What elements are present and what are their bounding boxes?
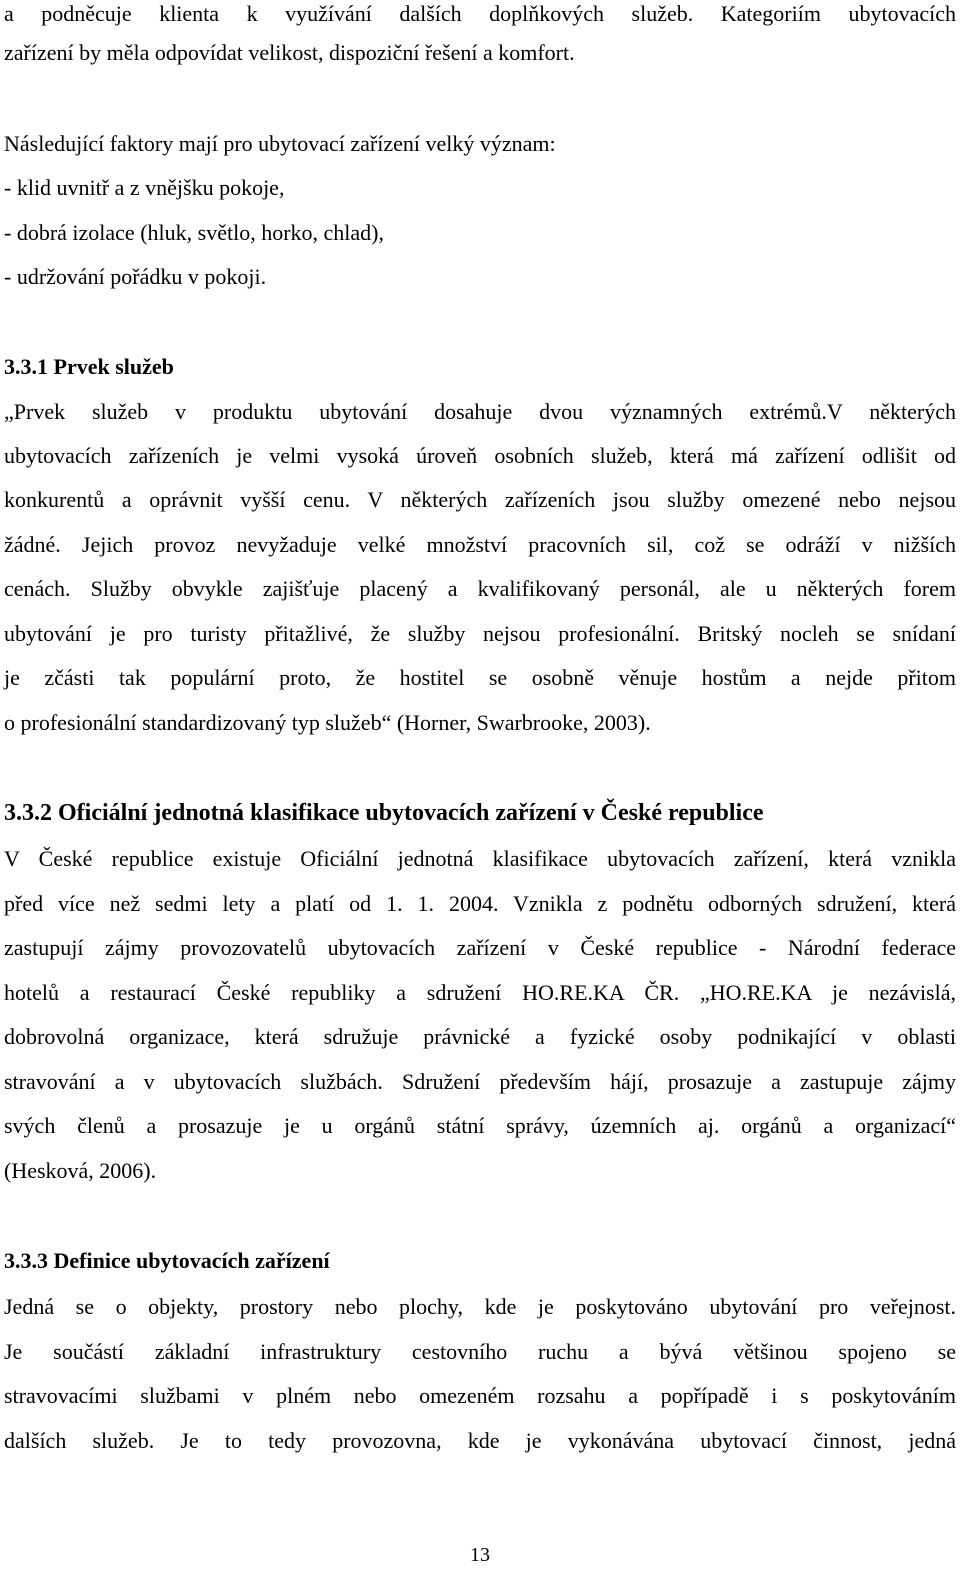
text-line: V České republice existuje Oficiální jednotná klasifikace ubytovacích zařízení, která vznikla [4, 846, 956, 871]
section-heading-3-3-3: 3.3.3 Definice ubytovacích zařízení [4, 1248, 330, 1273]
text-line: Následující faktory mají pro ubytovací zařízení velký význam: [4, 131, 556, 156]
text-line: zastupují zájmy provozovatelů ubytovacích zařízení v České republice - Národní federace [4, 935, 956, 960]
list-item: - klid uvnitř a z vnějšku pokoje, [4, 175, 285, 200]
text-line: Jedná se o objekty, prostory nebo plochy, kde je poskytováno ubytování pro veřejnost. [4, 1294, 956, 1319]
text-line: dalších služeb. Je to tedy provozovna, kde je vykonávána ubytovací činnost, jedná [4, 1428, 956, 1453]
text-line: ubytování je pro turisty přitažlivé, že služby nejsou profesionální. Britský nocleh se snídaní [4, 621, 956, 646]
text-line: dobrovolná organizace, která sdružuje právnické a fyzické osoby podnikající v oblasti [4, 1024, 956, 1049]
text-line: Je součástí základní infrastruktury cestovního ruchu a bývá většinou spojeno se [4, 1339, 956, 1364]
list-item: - dobrá izolace (hluk, světlo, horko, chlad), [4, 220, 384, 245]
text-line: ubytovacích zařízeních je velmi vysoká úroveň osobních služeb, která má zařízení odlišit od [4, 443, 956, 468]
text-line: „Prvek služeb v produktu ubytování dosahuje dvou významných extrémů.V některých [4, 399, 956, 424]
section-heading-3-3-1: 3.3.1 Prvek služeb [4, 354, 174, 379]
text-line: cenách. Služby obvykle zajišťuje placený a kvalifikovaný personál, ale u některých forem [4, 576, 956, 601]
text-line: je zčásti tak populární proto, že hostitel se osobně věnuje hostům a nejde přitom [4, 665, 956, 690]
text-line: svých členů a prosazuje je u orgánů státní správy, územních aj. orgánů a organizací“ [4, 1113, 956, 1138]
text-line: před více než sedmi lety a platí od 1. 1. 2004. Vznikla z podnětu odborných sdružení, která [4, 891, 956, 916]
text-line: a podněcuje klienta k využívání dalších doplňkových služeb. Kategoriím ubytovacích [4, 1, 956, 26]
text-line: o profesionální standardizovaný typ služeb“ (Horner, Swarbrooke, 2003). [4, 710, 651, 735]
text-line: zařízení by měla odpovídat velikost, dispoziční řešení a komfort. [4, 40, 575, 65]
text-line: konkurentů a oprávnit vyšší cenu. V některých zařízeních jsou služby omezené nebo nejsou [4, 487, 956, 512]
section-heading-3-3-2: 3.3.2 Oficiální jednotná klasifikace ubytovacích zařízení v České republice [4, 800, 764, 826]
text-line: hotelů a restaurací České republiky a sdružení HO.RE.KA ČR. „HO.RE.KA je nezávislá, [4, 980, 956, 1005]
text-line: (Hesková, 2006). [4, 1158, 157, 1183]
page-number: 13 [470, 1544, 490, 1566]
text-line: stravovacími službami v plném nebo omezeném rozsahu a popřípadě i s poskytováním [4, 1383, 956, 1408]
list-item: - udržování pořádku v pokoji. [4, 264, 267, 289]
text-line: žádné. Jejich provoz nevyžaduje velké množství pracovních sil, což se odráží v nižších [4, 532, 956, 557]
text-line: stravování a v ubytovacích službách. Sdružení především hájí, prosazuje a zastupuje zájmy [4, 1069, 956, 1094]
